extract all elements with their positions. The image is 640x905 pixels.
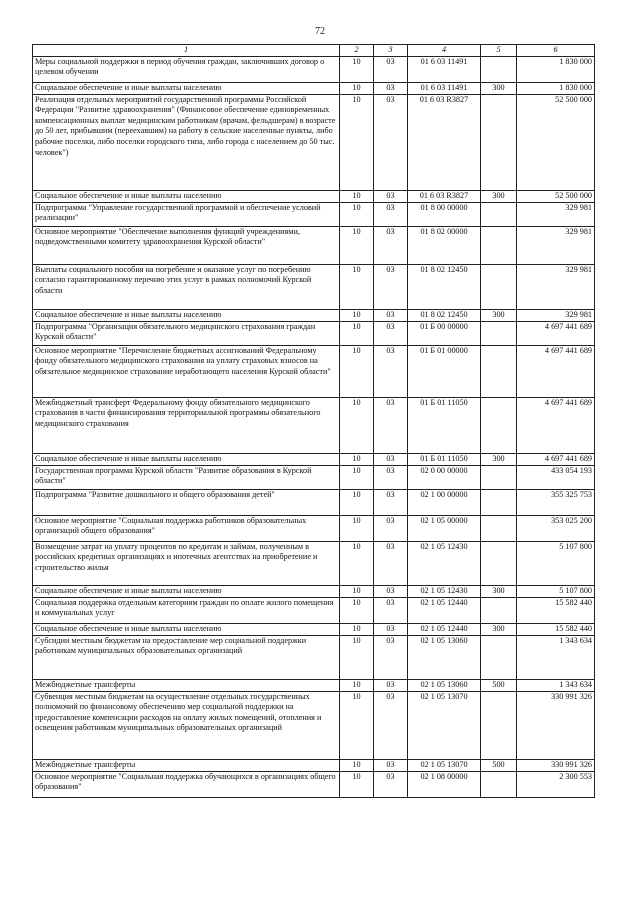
row-name: Возмещение затрат на уплату процентов по кредитам и займам, полученным в российских кредитных организациях и ипотечных агентствах на приобретение и строительство жилья bbox=[33, 541, 340, 585]
row-name: Субвенция местным бюджетам на осуществление отдельных государственных полномочий по финансовому обеспечению мер социальной поддержки на предоставление компенсации расходов на оплату жилых помещений, отопления и освещения работникам муниципальных образовательных организаций bbox=[33, 691, 340, 759]
row-section: 10 bbox=[340, 541, 374, 585]
row-section: 10 bbox=[340, 453, 374, 465]
row-amount: 52 500 000 bbox=[517, 94, 595, 190]
header-col-section: 2 bbox=[340, 45, 374, 57]
row-target-article: 01 6 03 11491 bbox=[408, 82, 481, 94]
row-amount: 329 981 bbox=[517, 264, 595, 309]
table-row bbox=[33, 94, 595, 190]
budget-table bbox=[32, 44, 595, 798]
table-row bbox=[33, 623, 595, 635]
row-name: Меры социальной поддержки в период обучения граждан, заключивших договор о целевом обучении bbox=[33, 56, 340, 82]
row-subsection: 03 bbox=[374, 82, 408, 94]
row-section: 10 bbox=[340, 56, 374, 82]
row-target-article: 02 1 00 00000 bbox=[408, 489, 481, 515]
row-expense-type bbox=[481, 541, 517, 585]
row-expense-type bbox=[481, 515, 517, 541]
row-expense-type: 300 bbox=[481, 623, 517, 635]
row-amount: 433 054 193 bbox=[517, 465, 595, 489]
row-target-article: 01 Б 01 11050 bbox=[408, 453, 481, 465]
row-expense-type bbox=[481, 635, 517, 679]
row-target-article: 02 1 05 12430 bbox=[408, 585, 481, 597]
row-section: 10 bbox=[340, 635, 374, 679]
table-row bbox=[33, 202, 595, 226]
table-row bbox=[33, 309, 595, 321]
row-expense-type bbox=[481, 264, 517, 309]
row-expense-type bbox=[481, 226, 517, 264]
row-name: Социальное обеспечение и иные выплаты населению bbox=[33, 453, 340, 465]
table-row bbox=[33, 541, 595, 585]
row-amount: 5 107 800 bbox=[517, 585, 595, 597]
table-row bbox=[33, 585, 595, 597]
row-section: 10 bbox=[340, 226, 374, 264]
row-name: Государственная программа Курской области "Развитие образования в Курской области" bbox=[33, 465, 340, 489]
row-name: Социальное обеспечение и иные выплаты населению bbox=[33, 82, 340, 94]
row-amount: 1 830 000 bbox=[517, 82, 595, 94]
row-amount: 1 343 634 bbox=[517, 635, 595, 679]
row-subsection: 03 bbox=[374, 635, 408, 679]
row-expense-type bbox=[481, 489, 517, 515]
row-subsection: 03 bbox=[374, 453, 408, 465]
row-section: 10 bbox=[340, 190, 374, 202]
row-section: 10 bbox=[340, 309, 374, 321]
row-name: Основное мероприятие "Обеспечение выполнения функций учреждениями, подведомственными комитету здравоохранения Курской области" bbox=[33, 226, 340, 264]
table-header-row bbox=[33, 45, 595, 57]
table-row bbox=[33, 597, 595, 623]
row-subsection: 03 bbox=[374, 623, 408, 635]
row-target-article: 01 6 03 R3827 bbox=[408, 190, 481, 202]
row-section: 10 bbox=[340, 623, 374, 635]
row-target-article: 02 0 00 00000 bbox=[408, 465, 481, 489]
table-row bbox=[33, 397, 595, 453]
row-target-article: 02 1 05 13060 bbox=[408, 635, 481, 679]
row-target-article: 02 1 05 12440 bbox=[408, 623, 481, 635]
row-section: 10 bbox=[340, 345, 374, 397]
table-row bbox=[33, 56, 595, 82]
table-row bbox=[33, 515, 595, 541]
row-expense-type: 300 bbox=[481, 585, 517, 597]
row-subsection: 03 bbox=[374, 489, 408, 515]
table-row bbox=[33, 190, 595, 202]
row-section: 10 bbox=[340, 82, 374, 94]
row-section: 10 bbox=[340, 321, 374, 345]
table-row bbox=[33, 771, 595, 797]
page-number: 72 bbox=[315, 26, 325, 37]
row-section: 10 bbox=[340, 691, 374, 759]
row-section: 10 bbox=[340, 94, 374, 190]
row-subsection: 03 bbox=[374, 597, 408, 623]
header-col-target-article: 4 bbox=[408, 45, 481, 57]
row-expense-type: 500 bbox=[481, 679, 517, 691]
table-row bbox=[33, 465, 595, 489]
row-name: Основное мероприятие "Социальная поддержка обучающихся в организациях общего образования" bbox=[33, 771, 340, 797]
row-subsection: 03 bbox=[374, 321, 408, 345]
header-col-amount: 6 bbox=[517, 45, 595, 57]
row-expense-type bbox=[481, 202, 517, 226]
row-target-article: 01 Б 01 11050 bbox=[408, 397, 481, 453]
row-expense-type bbox=[481, 94, 517, 190]
table-body bbox=[33, 56, 595, 797]
row-amount: 330 991 326 bbox=[517, 759, 595, 771]
row-target-article: 01 8 02 00000 bbox=[408, 226, 481, 264]
row-name: Подпрограмма "Развитие дошкольного и общего образования детей" bbox=[33, 489, 340, 515]
table-row bbox=[33, 635, 595, 679]
row-expense-type bbox=[481, 597, 517, 623]
row-target-article: 02 1 05 12430 bbox=[408, 541, 481, 585]
row-subsection: 03 bbox=[374, 397, 408, 453]
row-amount: 5 107 800 bbox=[517, 541, 595, 585]
row-amount: 329 981 bbox=[517, 202, 595, 226]
row-section: 10 bbox=[340, 397, 374, 453]
row-expense-type: 300 bbox=[481, 453, 517, 465]
table-row bbox=[33, 453, 595, 465]
row-expense-type: 300 bbox=[481, 190, 517, 202]
row-target-article: 02 1 05 13060 bbox=[408, 679, 481, 691]
row-subsection: 03 bbox=[374, 345, 408, 397]
row-target-article: 02 1 08 00000 bbox=[408, 771, 481, 797]
table-row bbox=[33, 345, 595, 397]
row-section: 10 bbox=[340, 489, 374, 515]
row-name: Социальное обеспечение и иные выплаты населению bbox=[33, 309, 340, 321]
table-row bbox=[33, 321, 595, 345]
row-target-article: 02 1 05 13070 bbox=[408, 759, 481, 771]
row-subsection: 03 bbox=[374, 202, 408, 226]
row-amount: 353 025 200 bbox=[517, 515, 595, 541]
row-amount: 4 697 441 689 bbox=[517, 453, 595, 465]
row-expense-type: 500 bbox=[481, 759, 517, 771]
row-name: Социальное обеспечение и иные выплаты населению bbox=[33, 623, 340, 635]
row-expense-type bbox=[481, 397, 517, 453]
row-name: Межбюджетные трансферты bbox=[33, 679, 340, 691]
table-row bbox=[33, 489, 595, 515]
row-amount: 330 991 326 bbox=[517, 691, 595, 759]
row-section: 10 bbox=[340, 759, 374, 771]
row-name: Подпрограмма "Управление государственной программой и обеспечение условий реализации" bbox=[33, 202, 340, 226]
row-subsection: 03 bbox=[374, 515, 408, 541]
row-name: Социальная поддержка отдельным категориям граждан по оплате жилого помещения и коммунальных услуг bbox=[33, 597, 340, 623]
row-subsection: 03 bbox=[374, 94, 408, 190]
row-section: 10 bbox=[340, 679, 374, 691]
row-target-article: 01 8 02 12450 bbox=[408, 264, 481, 309]
row-subsection: 03 bbox=[374, 190, 408, 202]
row-name: Реализация отдельных мероприятий государственной программы Российской Федерации "Развитие здравоохранения" (Финансовое обеспечение единовременных компенсационных выплат медицинским работникам (врачам, фельдшерам) в возрасте до 50 лет, прибывшим (переехавшим) на работу в сельские населенные пункты, либо рабочие поселки, либо поселки городского типа, либо города с населением до 50 тыс. человек") bbox=[33, 94, 340, 190]
row-subsection: 03 bbox=[374, 679, 408, 691]
row-expense-type bbox=[481, 771, 517, 797]
row-section: 10 bbox=[340, 264, 374, 309]
row-name: Межбюджетные трансферты bbox=[33, 759, 340, 771]
row-subsection: 03 bbox=[374, 541, 408, 585]
row-amount: 1 830 000 bbox=[517, 56, 595, 82]
table-row bbox=[33, 82, 595, 94]
row-amount: 4 697 441 689 bbox=[517, 397, 595, 453]
row-section: 10 bbox=[340, 515, 374, 541]
row-section: 10 bbox=[340, 202, 374, 226]
row-target-article: 01 6 03 R3827 bbox=[408, 94, 481, 190]
row-expense-type bbox=[481, 691, 517, 759]
row-expense-type: 300 bbox=[481, 309, 517, 321]
row-amount: 15 582 440 bbox=[517, 597, 595, 623]
row-name: Основное мероприятие "Перечисление бюджетных ассигнований Федеральному фонду обязательного медицинского страхования на уплату страховых взносов на обязательное медицинское страхование неработающего населения Курской области" bbox=[33, 345, 340, 397]
row-subsection: 03 bbox=[374, 56, 408, 82]
table-row bbox=[33, 264, 595, 309]
row-target-article: 01 Б 00 00000 bbox=[408, 321, 481, 345]
row-amount: 4 697 441 689 bbox=[517, 345, 595, 397]
row-expense-type bbox=[481, 56, 517, 82]
table-row bbox=[33, 226, 595, 264]
row-name: Социальное обеспечение и иные выплаты населению bbox=[33, 190, 340, 202]
header-col-expense-type: 5 bbox=[481, 45, 517, 57]
row-target-article: 01 8 00 00000 bbox=[408, 202, 481, 226]
row-section: 10 bbox=[340, 771, 374, 797]
row-target-article: 02 1 05 00000 bbox=[408, 515, 481, 541]
row-amount: 329 981 bbox=[517, 226, 595, 264]
row-target-article: 01 8 02 12450 bbox=[408, 309, 481, 321]
row-name: Выплаты социального пособия на погребение и оказание услуг по погребению согласно гарантированному перечню этих услуг в рамках полномочий Курской области bbox=[33, 264, 340, 309]
row-section: 10 bbox=[340, 597, 374, 623]
row-amount: 2 300 553 bbox=[517, 771, 595, 797]
row-expense-type bbox=[481, 345, 517, 397]
row-target-article: 02 1 05 12440 bbox=[408, 597, 481, 623]
row-section: 10 bbox=[340, 465, 374, 489]
row-amount: 355 325 753 bbox=[517, 489, 595, 515]
row-name: Межбюджетный трансферт Федеральному фонду обязательного медицинского страхования в части финансирования территориальной программы обязательного медицинского страхования bbox=[33, 397, 340, 453]
row-expense-type bbox=[481, 321, 517, 345]
row-subsection: 03 bbox=[374, 465, 408, 489]
row-expense-type: 300 bbox=[481, 82, 517, 94]
row-expense-type bbox=[481, 465, 517, 489]
row-name: Основное мероприятие "Социальная поддержка работников образовательных организаций общего образования" bbox=[33, 515, 340, 541]
row-amount: 1 343 634 bbox=[517, 679, 595, 691]
table-row bbox=[33, 691, 595, 759]
row-subsection: 03 bbox=[374, 691, 408, 759]
row-amount: 4 697 441 689 bbox=[517, 321, 595, 345]
row-subsection: 03 bbox=[374, 759, 408, 771]
row-name: Социальное обеспечение и иные выплаты населению bbox=[33, 585, 340, 597]
table-row bbox=[33, 679, 595, 691]
row-amount: 329 981 bbox=[517, 309, 595, 321]
header-col-subsection: 3 bbox=[374, 45, 408, 57]
row-target-article: 01 6 03 11491 bbox=[408, 56, 481, 82]
row-target-article: 02 1 05 13070 bbox=[408, 691, 481, 759]
row-name: Субсидии местным бюджетам на предоставление мер социальной поддержки работникам муниципальных образовательных организаций bbox=[33, 635, 340, 679]
row-subsection: 03 bbox=[374, 226, 408, 264]
row-subsection: 03 bbox=[374, 309, 408, 321]
row-subsection: 03 bbox=[374, 585, 408, 597]
row-amount: 15 582 440 bbox=[517, 623, 595, 635]
row-name: Подпрограмма "Организация обязательного медицинского страхования граждан Курской области" bbox=[33, 321, 340, 345]
row-subsection: 03 bbox=[374, 264, 408, 309]
row-subsection: 03 bbox=[374, 771, 408, 797]
header-col-name: 1 bbox=[33, 45, 340, 57]
row-amount: 52 500 000 bbox=[517, 190, 595, 202]
row-section: 10 bbox=[340, 585, 374, 597]
row-target-article: 01 Б 01 00000 bbox=[408, 345, 481, 397]
table-row bbox=[33, 759, 595, 771]
